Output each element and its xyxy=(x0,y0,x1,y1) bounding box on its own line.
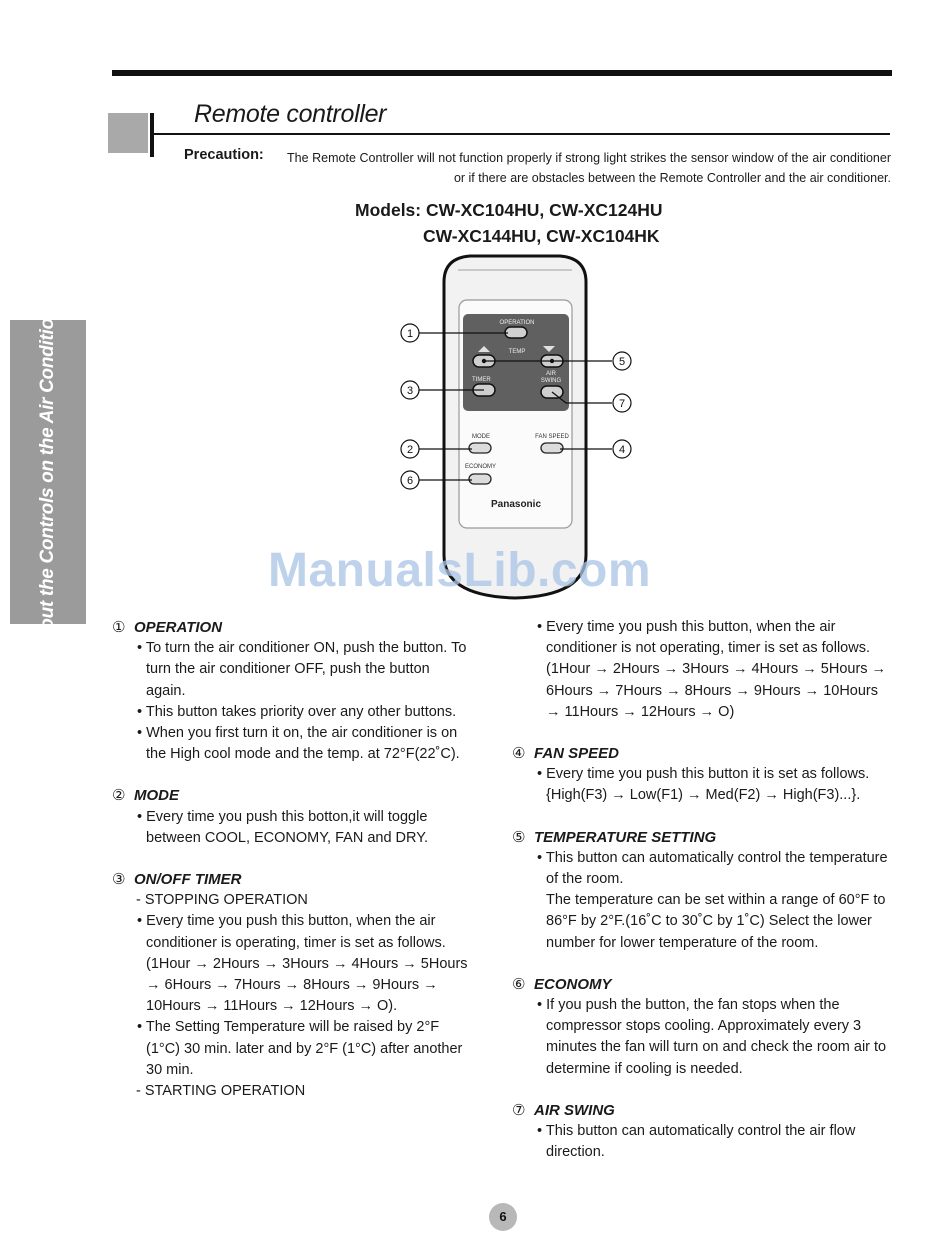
item-number: ⑤ xyxy=(512,828,526,846)
bullet-line: • If you push the button, the fan stops when the compressor stops cooling. Approximately every 3 minutes the fan will turn on and check the room air to determine if cooling is needed. xyxy=(537,997,887,1077)
remote-label-temp: TEMP xyxy=(508,349,526,355)
item-title: OPERATION xyxy=(134,619,223,636)
item-temperature-setting xyxy=(512,827,888,954)
item-title: TEMPERATURE SETTING xyxy=(534,828,717,846)
models-line-2: CW-XC144HU, CW-XC104HK xyxy=(423,226,660,246)
callout-1: 1 xyxy=(406,328,414,340)
left-column xyxy=(112,617,472,1122)
remote-brand: Panasonic xyxy=(490,499,542,510)
bullet-line: • Every time you push this button, when the air conditioner is operating, timer is set as follows. (1Hour → 2Hours → 3Hours → 4Hours → 5Hours → 6Hours → 7Hours → 8Hours → 9Hours → 10Hours → 11Hours → 12Hours → O). xyxy=(137,913,468,1015)
remote-label-air: AIR xyxy=(545,371,557,377)
item-title: ECONOMY xyxy=(534,975,612,993)
callout-2: 2 xyxy=(406,444,414,456)
item-title: ON/OFF TIMER xyxy=(134,871,242,889)
operation-button[interactable] xyxy=(505,327,527,338)
item-fan-speed xyxy=(512,743,888,807)
section-title: Remote controller xyxy=(194,100,387,128)
remote-label-economy: ECONOMY xyxy=(465,464,497,470)
bullet-line: • Every time you push this button it is set as follows. {High(F3) → Low(F1) → Med(F2) → High(F3)...}. xyxy=(537,766,870,804)
item-number: ⑦ xyxy=(512,1101,526,1119)
bullet-line: • Every time you push this button, when the air conditioner is not operating, timer is set as follows. (1Hour → 2Hours → 3Hours → 4Hours → 5Hours → 6Hours → 7Hours → 8Hours → 9Hours → 10Hours → 11Hours → 12Hours → O) xyxy=(537,619,887,720)
plain-line: The temperature can be set within a range of 60°F to 86°F by 2°F.(16˚C to 30˚C by 1˚C) Select the lower number for lower temperature of the room. xyxy=(546,892,886,951)
bullet-line: • This button can automatically control the air flow direction. xyxy=(537,1123,856,1161)
remote-illustration xyxy=(0,0,950,620)
bullet-line: • When you first turn it on, the air conditioner is on the High cool mode and the temp. at 72°F(22˚C). xyxy=(137,725,460,763)
bullet-line: • This button takes priority over any other buttons. xyxy=(137,703,457,720)
precaution-text: The Remote Controller will not function properly if strong light strikes the sensor window of the air conditioner or if there are obstacles between the Remote Controller and the air conditioner. xyxy=(287,151,891,185)
item-timer-continued xyxy=(512,617,888,723)
item-on-off-timer xyxy=(112,869,472,1102)
side-tab-label: About the Controls on the Air Conditioner xyxy=(37,289,58,655)
item-number: ① xyxy=(112,619,126,636)
dash-line: - STARTING OPERATION xyxy=(136,1083,306,1100)
remote-label-swing: SWING xyxy=(540,378,562,384)
remote-label-fan-speed: FAN SPEED xyxy=(535,434,569,440)
bullet-line: • This button can automatically control the temperature of the room. xyxy=(537,849,888,888)
mode-button[interactable] xyxy=(469,443,491,453)
dash-line: - STOPPING OPERATION xyxy=(136,892,308,909)
item-mode xyxy=(112,785,472,849)
item-title: MODE xyxy=(134,787,179,805)
bullet-line: • The Setting Temperature will be raised by 2°F (1°C) 30 min. later and by 2°F (1°C) after another 30 min. xyxy=(137,1019,463,1078)
models-line-1: Models: CW-XC104HU, CW-XC124HU xyxy=(355,200,663,220)
item-economy xyxy=(512,974,888,1080)
item-number: ② xyxy=(112,787,126,805)
item-title: AIR SWING xyxy=(534,1101,615,1119)
item-operation xyxy=(112,617,472,765)
item-title: FAN SPEED xyxy=(534,745,620,763)
page-number: 6 xyxy=(489,1203,517,1231)
bullet-line: • To turn the air conditioner ON, push the button. To turn the air conditioner OFF, push the button again. xyxy=(137,640,467,699)
remote-label-operation: OPERATION xyxy=(499,320,535,326)
callout-3: 3 xyxy=(406,385,414,397)
item-number: ⑥ xyxy=(512,975,526,993)
remote-label-timer: TIMER xyxy=(472,377,491,383)
watermark: ManualsLib.com xyxy=(268,544,652,597)
precaution-label: Precaution: xyxy=(184,147,264,163)
fan-speed-button[interactable] xyxy=(541,443,563,453)
remote-label-mode: MODE xyxy=(472,434,490,440)
bullet-line: • Every time you push this botton,it will toggle between COOL, ECONOMY, FAN and DRY. xyxy=(137,808,429,846)
right-column xyxy=(512,617,888,1183)
item-air-swing xyxy=(512,1100,888,1164)
callout-7: 7 xyxy=(618,398,626,410)
item-number: ③ xyxy=(112,871,126,889)
callout-4: 4 xyxy=(618,444,626,456)
economy-button[interactable] xyxy=(469,474,491,484)
callout-5: 5 xyxy=(618,356,626,368)
item-number: ④ xyxy=(512,745,526,763)
callout-6: 6 xyxy=(406,475,414,487)
